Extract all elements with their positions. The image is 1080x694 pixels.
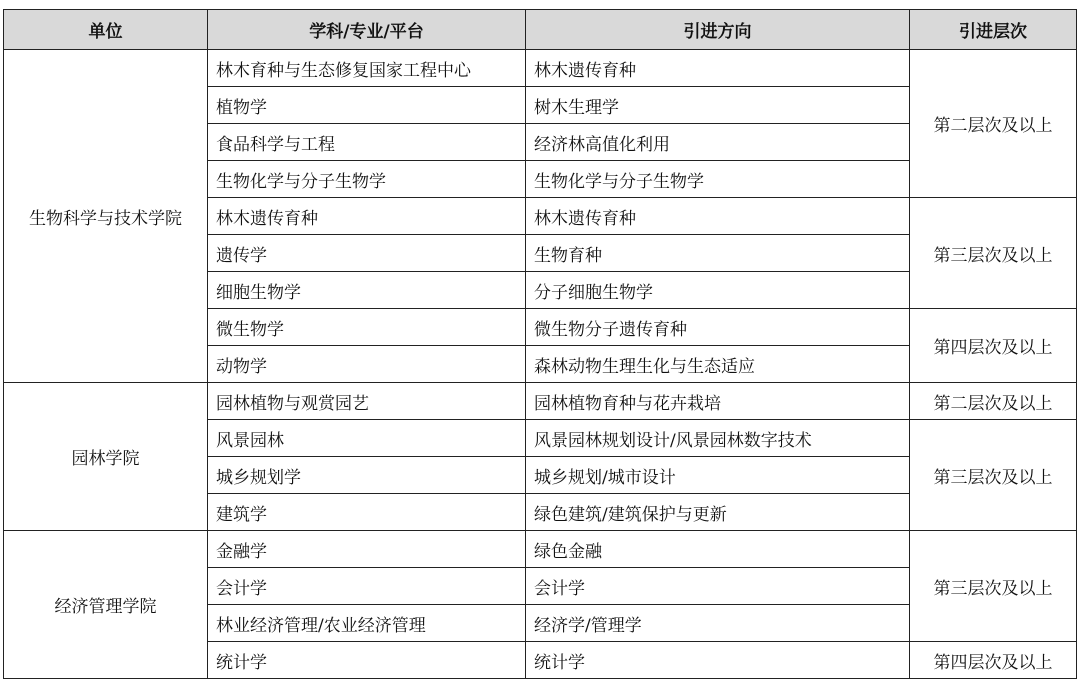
level-cell: 第三层次及以上 xyxy=(910,198,1077,309)
level-cell: 第二层次及以上 xyxy=(910,50,1077,198)
direction-cell: 会计学 xyxy=(526,568,910,605)
discipline-cell: 林业经济管理/农业经济管理 xyxy=(208,605,526,642)
level-cell: 第二层次及以上 xyxy=(910,383,1077,420)
table-row xyxy=(4,383,1077,420)
header-row xyxy=(4,10,1077,50)
discipline-cell: 会计学 xyxy=(208,568,526,605)
discipline-cell: 细胞生物学 xyxy=(208,272,526,309)
discipline-cell: 园林植物与观赏园艺 xyxy=(208,383,526,420)
table-row xyxy=(4,531,1077,568)
direction-cell: 树木生理学 xyxy=(526,87,910,124)
discipline-cell: 统计学 xyxy=(208,642,526,679)
discipline-cell: 植物学 xyxy=(208,87,526,124)
discipline-cell: 风景园林 xyxy=(208,420,526,457)
direction-cell: 森林动物生理生化与生态适应 xyxy=(526,346,910,383)
table-row xyxy=(4,50,1077,87)
direction-cell: 绿色建筑/建筑保护与更新 xyxy=(526,494,910,531)
direction-cell: 风景园林规划设计/风景园林数字技术 xyxy=(526,420,910,457)
discipline-cell: 生物化学与分子生物学 xyxy=(208,161,526,198)
level-cell: 第三层次及以上 xyxy=(910,420,1077,531)
direction-cell: 经济学/管理学 xyxy=(526,605,910,642)
header-direction: 引进方向 xyxy=(526,10,910,50)
level-cell: 第四层次及以上 xyxy=(910,642,1077,679)
level-cell: 第四层次及以上 xyxy=(910,309,1077,383)
unit-cell: 经济管理学院 xyxy=(4,531,208,679)
direction-cell: 统计学 xyxy=(526,642,910,679)
unit-cell: 园林学院 xyxy=(4,383,208,531)
direction-cell: 生物育种 xyxy=(526,235,910,272)
header-level: 引进层次 xyxy=(910,10,1077,50)
discipline-cell: 微生物学 xyxy=(208,309,526,346)
direction-cell: 城乡规划/城市设计 xyxy=(526,457,910,494)
direction-cell: 林木遗传育种 xyxy=(526,198,910,235)
discipline-cell: 林木遗传育种 xyxy=(208,198,526,235)
direction-cell: 绿色金融 xyxy=(526,531,910,568)
discipline-cell: 金融学 xyxy=(208,531,526,568)
discipline-cell: 遗传学 xyxy=(208,235,526,272)
talent-recruitment-table xyxy=(3,9,1077,679)
discipline-cell: 城乡规划学 xyxy=(208,457,526,494)
direction-cell: 林木遗传育种 xyxy=(526,50,910,87)
direction-cell: 园林植物育种与花卉栽培 xyxy=(526,383,910,420)
discipline-cell: 林木育种与生态修复国家工程中心 xyxy=(208,50,526,87)
direction-cell: 经济林高值化利用 xyxy=(526,124,910,161)
direction-cell: 微生物分子遗传育种 xyxy=(526,309,910,346)
discipline-cell: 食品科学与工程 xyxy=(208,124,526,161)
discipline-cell: 动物学 xyxy=(208,346,526,383)
direction-cell: 生物化学与分子生物学 xyxy=(526,161,910,198)
discipline-cell: 建筑学 xyxy=(208,494,526,531)
unit-cell: 生物科学与技术学院 xyxy=(4,50,208,383)
direction-cell: 分子细胞生物学 xyxy=(526,272,910,309)
level-cell: 第三层次及以上 xyxy=(910,531,1077,642)
header-unit: 单位 xyxy=(4,10,208,50)
header-discipline: 学科/专业/平台 xyxy=(208,10,526,50)
